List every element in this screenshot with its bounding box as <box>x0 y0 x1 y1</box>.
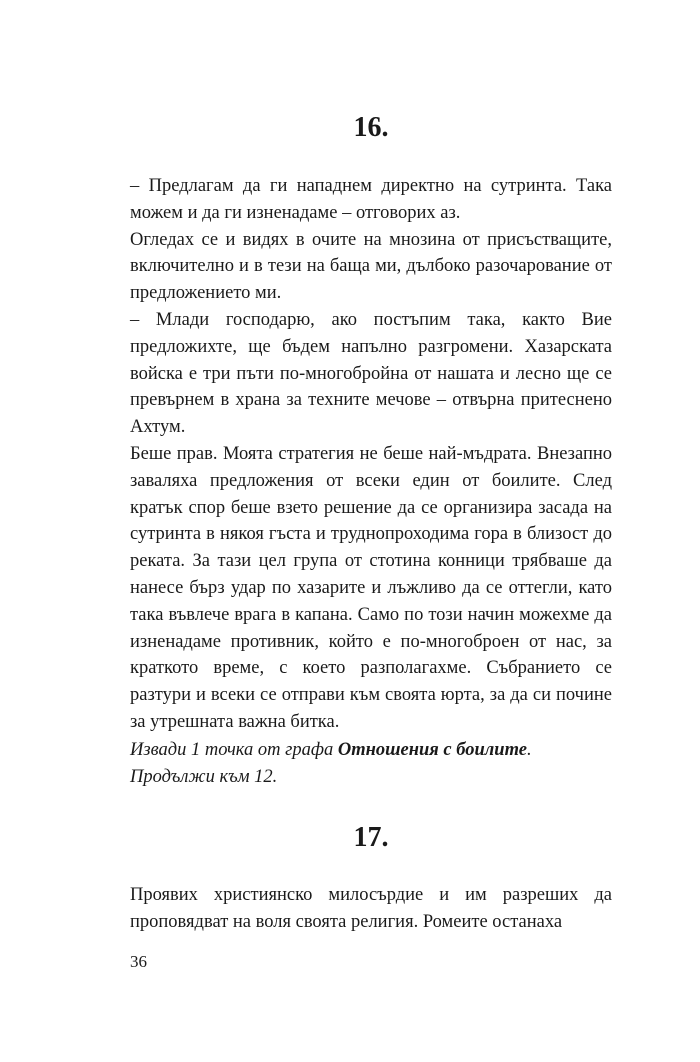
page-number: 36 <box>130 952 147 971</box>
instruction-line-2: Продължи към 12. <box>130 767 278 787</box>
paragraph: Огледах се и видях в очите на мнозина от присъстващите, включително и в тези на баща ми, дълбоко разочарование от предложението ми. <box>130 229 612 304</box>
paragraph: Беше прав. Моята стратегия не беше най-мъдрата. Внезапно заваляха предложения от всеки един от боилите. След кратък спор беше взето решение да се организира засада на сутринта в някоя гъста и труднопроходима гора в близост до реката. За тази цел група от стотина конници трябваше да нанесе бърз удар по хазарите и лъжливо да се оттегли, като така въвлече врага в капана. Само по този начин можехме да изненадаме противник, който е по-многоброен от нас, за краткото време, с което разполагахме. Събранието се разтури и всеки се отправи към своята юрта, за да си почине за утрешната важна битка. <box>130 443 612 732</box>
section-16-body <box>130 173 612 736</box>
paragraph: – Предлагам да ги нападнем директно на сутринта. Така можем и да ги изненадаме – отговорих аз. <box>130 176 612 223</box>
instruction-stat-name: Отношения с боилите <box>337 740 527 760</box>
instruction-suffix: . <box>526 740 532 760</box>
section-heading-16: 16. <box>353 112 389 143</box>
section-heading-17: 17. <box>353 822 389 853</box>
instruction-prefix: Извади 1 точка от графа <box>130 740 338 760</box>
paragraph: – Млади господарю, ако постъпим така, както Вие предложихте, ще бъдем напълно разгромени. Хазарската войска е три пъти по-многобройна от нашата и лесно ще се превърнем в храна за техните мечове – отвърна притеснено Ахтум. <box>130 309 612 438</box>
instruction-line-1 <box>130 737 612 764</box>
section-17-body <box>130 882 612 936</box>
section-16-instruction <box>130 737 612 791</box>
paragraph: Проявих християнско милосърдие и им разреших да проповядват на воля своята религия. Ромеите останаха <box>130 885 612 932</box>
